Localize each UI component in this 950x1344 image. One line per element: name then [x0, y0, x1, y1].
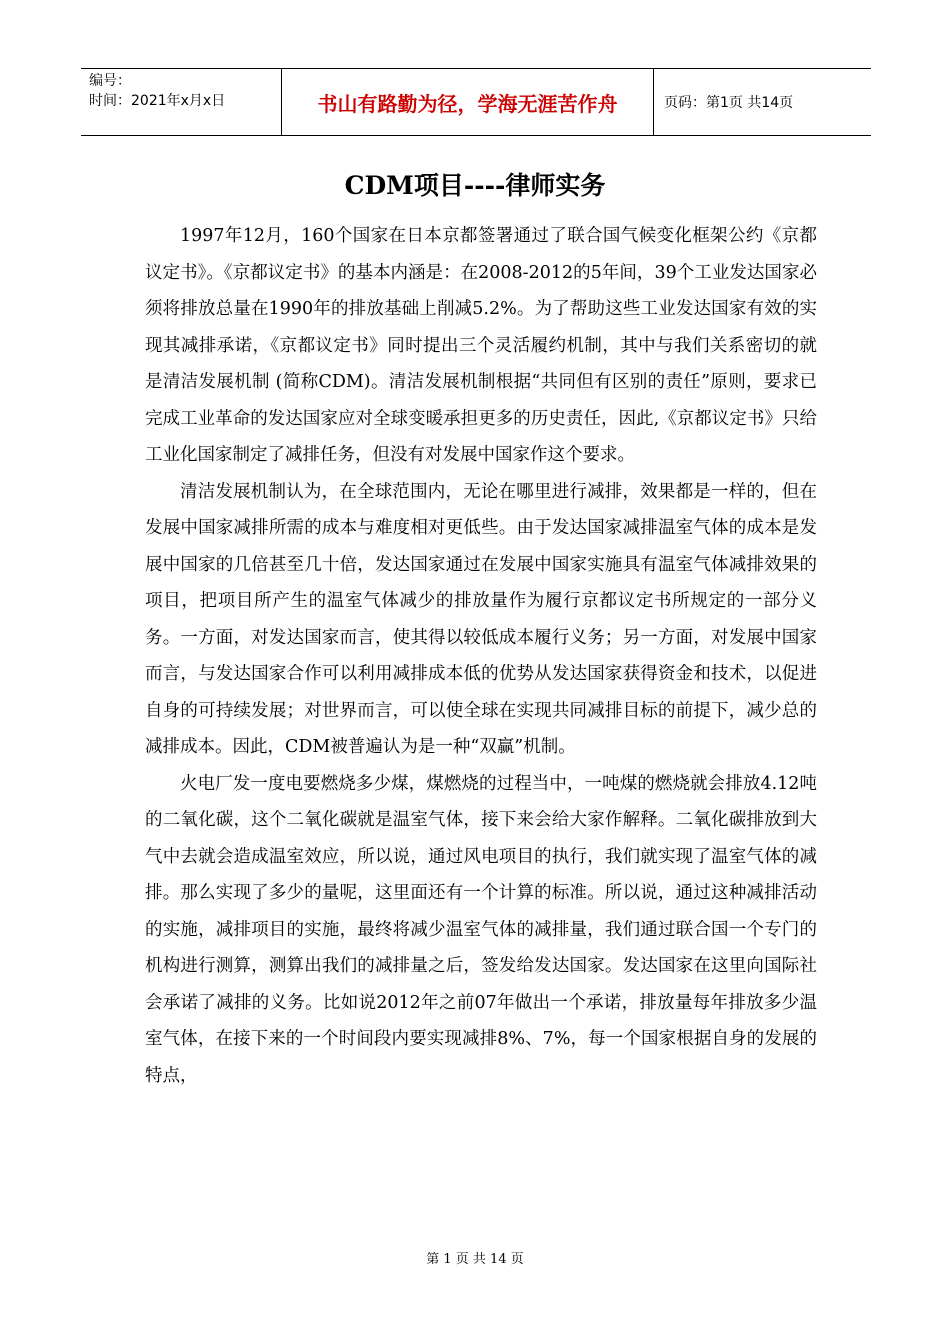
number-label: 编号：: [89, 73, 131, 89]
header-left-cell: [81, 69, 281, 135]
document-body: [145, 218, 817, 1094]
paragraph: 1997年12月，160个国家在日本京都签署通过了联合国气候变化框架公约《京都议定书》。《京都议定书》的基本内涵是：在2008-2012的5年间，39个工业发达国家必须将排放总量在1990年的排放基础上削减5.2%。为了帮助这些工业发达国家有效的实现其减排承诺，《京都议定书》同时提出三个灵活履约机制，其中与我们关系密切的就是清洁发展机制 (简称CDM)。清洁发展机制根据“共同但有区别的责任”原则，要求已完成工业革命的发达国家应对全球变暖承担更多的历史责任，因此,《京都议定书》只给工业化国家制定了减排任务，但没有对发展中国家作这个要求。: [145, 226, 817, 465]
paragraph: 火电厂发一度电要燃烧多少煤，煤燃烧的过程当中，一吨煤的燃烧就会排放4.12吨的二氧化碳，这个二氧化碳就是温室气体，接下来会给大家作解释。二氧化碳排放到大气中去就会造成温室效应，所以说，通过风电项目的执行，我们就实现了温室气体的减排。那么实现了多少的量呢，这里面还有一个计算的标准。所以说，通过这种减排活动的实施，减排项目的实施，最终将减少温室气体的减排量，我们通过联合国一个专门的机构进行测算，测算出我们的减排量之后，签发给发达国家。发达国家在这里向国际社会承诺了减排的义务。比如说2012年之前07年做出一个承诺，排放量每年排放多少温室气体，在接下来的一个时间段内要实现减排8%、7%，每一个国家根据自身的发展的特点，: [145, 773, 817, 1086]
date-label: 时间：2021年x月x日: [89, 93, 226, 109]
page-info: 页码：第1页 共14页: [664, 95, 794, 111]
header-table: [81, 68, 871, 136]
motto-text: 书山有路勤为径，学海无涯苦作舟: [317, 91, 618, 116]
page-info-cell: [654, 69, 871, 135]
document-title: CDM项目----律师实务: [344, 171, 606, 200]
motto-cell: [281, 69, 654, 135]
paragraph: 清洁发展机制认为，在全球范围内，无论在哪里进行减排，效果都是一样的，但在发展中国家减排所需的成本与难度相对更低些。由于发达国家减排温室气体的成本是发展中国家的几倍甚至几十倍，发达国家通过在发展中国家实施具有温室气体减排效果的项目，把项目所产生的温室气体减少的排放量作为履行京都议定书所规定的一部分义务。一方面，对发达国家而言，使其得以较低成本履行义务；另一方面，对发展中国家而言，与发达国家合作可以利用减排成本低的优势从发达国家获得资金和技术，以促进自身的可持续发展；对世界而言，可以使全球在实现共同减排目标的前提下，减少总的减排成本。因此，CDM被普遍认为是一种“双赢”机制。: [145, 481, 817, 757]
page-footer: 第 1 页 共 14 页: [426, 1252, 524, 1267]
